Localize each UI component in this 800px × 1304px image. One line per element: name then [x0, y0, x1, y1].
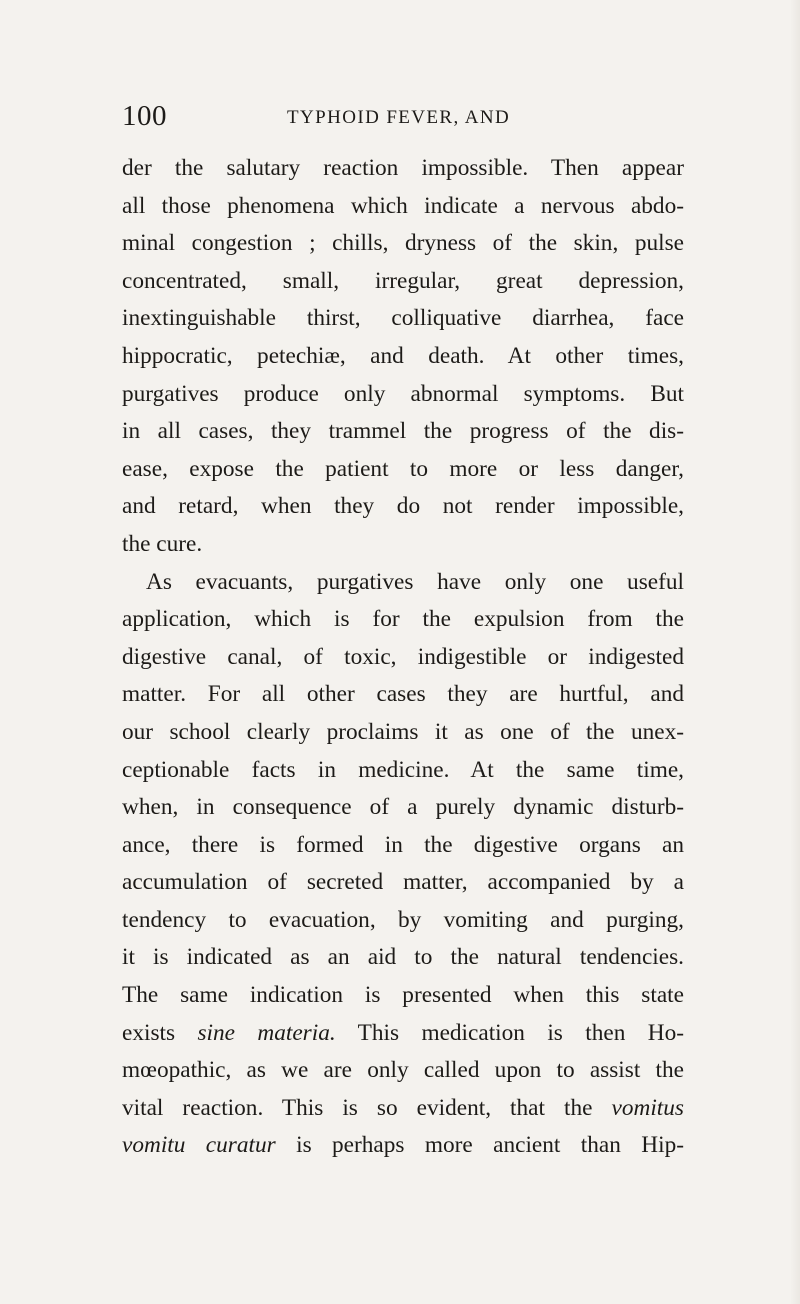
paragraph-end-line: the cure.: [122, 530, 203, 557]
text-line: minal congestion ; chills, dryness of the skin, pulse: [122, 230, 684, 257]
line-text: This medication is then Ho-: [335, 1019, 684, 1046]
italic-phrase: sine materia.: [197, 1019, 336, 1046]
text-line: matter. For all other cases they are hurtful, and: [122, 681, 684, 708]
text-line: hippocratic, petechiæ, and death. At other times,: [122, 342, 684, 369]
line-text: exists: [122, 1019, 198, 1046]
body-text: [122, 150, 684, 1165]
line-text: vital reaction. This is so evident, that the: [122, 1094, 612, 1121]
text-line: in all cases, they trammel the progress of the dis-: [122, 418, 684, 445]
text-line: all those phenomena which indicate a nervous abdo-: [122, 192, 684, 219]
text-line: mœopathic, as we are only called upon to assist the: [122, 1057, 684, 1084]
text-line-with-italic: [122, 1090, 684, 1128]
text-line: tendency to evacuation, by vomiting and purging,: [122, 906, 684, 933]
paragraph-start-line: As evacuants, purgatives have only one useful: [146, 568, 684, 595]
page-header: [122, 96, 682, 136]
text-line: ance, there is formed in the digestive organs an: [122, 831, 684, 858]
text-line: inextinguishable thirst, colliquative diarrhea, face: [122, 305, 684, 332]
page-edge-shadow: [790, 0, 800, 1304]
text-line: our school clearly proclaims it as one of the unex-: [122, 718, 684, 745]
text-line: purgatives produce only abnormal symptoms. But: [122, 380, 684, 407]
text-line: accumulation of secreted matter, accompanied by a: [122, 869, 684, 896]
line-text: is perhaps more ancient than Hip-: [275, 1132, 684, 1159]
running-head: TYPHOID FEVER, AND: [287, 107, 511, 128]
text-line: when, in consequence of a purely dynamic disturb-: [122, 794, 684, 821]
italic-phrase: vomitus: [611, 1094, 684, 1121]
text-line: application, which is for the expulsion from the: [122, 606, 684, 633]
text-line: The same indication is presented when this state: [122, 982, 684, 1009]
text-line: and retard, when they do not render impossible,: [122, 493, 684, 520]
text-line: ceptionable facts in medicine. At the same time,: [122, 756, 684, 783]
italic-phrase: vomitu curatur: [122, 1132, 276, 1159]
text-line: ease, expose the patient to more or less danger,: [122, 455, 684, 482]
text-line-with-italic: [122, 1015, 684, 1053]
text-line: digestive canal, of toxic, indigestible or indigested: [122, 643, 684, 670]
text-line: concentrated, small, irregular, great depression,: [122, 267, 684, 294]
text-line-with-italic: [122, 1127, 684, 1165]
text-line: it is indicated as an aid to the natural tendencies.: [122, 944, 684, 971]
text-line: der the salutary reaction impossible. Then appear: [122, 155, 684, 181]
page-number: 100: [122, 100, 167, 132]
